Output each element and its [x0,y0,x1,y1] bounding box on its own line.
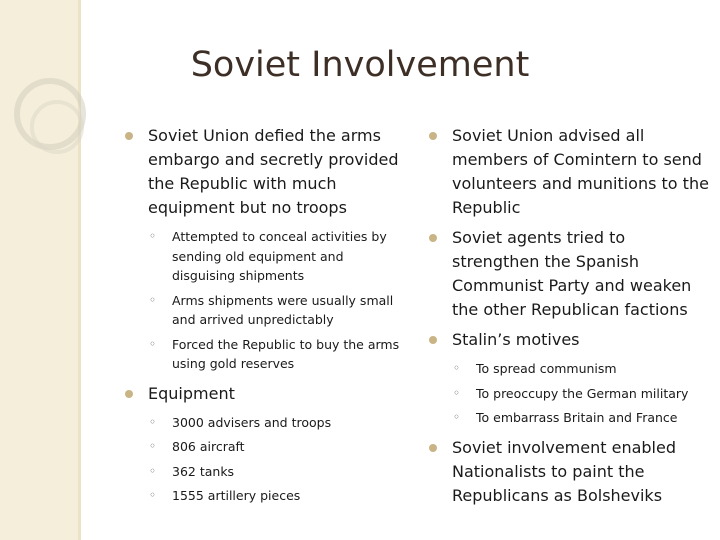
sub-bullet-list [148,227,404,374]
sub-bullet: ◦ To spread communism [452,359,716,379]
left-column [124,124,404,514]
sub-bullet: ◦ Attempted to conceal activities by sending old equipment and disguising shipments [148,227,404,286]
bullet-equipment [124,382,404,506]
bullet-soviet-agents [428,226,716,322]
sub-bullet: ◦ Forced the Republic to buy the arms using gold reserves [148,335,404,374]
sub-bullet-list [148,413,404,506]
bullet-bolsheviks [428,436,716,508]
bullet-text: Soviet involvement enabled Nationalists to paint the Republicans as Bolsheviks [452,437,676,505]
sub-bullet: ◦ To preoccupy the German military [452,384,716,404]
right-column [428,124,716,514]
sub-bullet: ◦ 806 aircraft [148,437,404,457]
sub-bullet: ◦ 1555 artillery pieces [148,486,404,506]
bullet-text: Soviet Union defied the arms embargo and secretly provided the Republic with much equipment but no troops [148,126,399,217]
decorative-ring-inner [30,100,84,154]
bullet-text: Stalin’s motives [452,330,580,349]
sub-bullet: ◦ Arms shipments were usually small and arrived unpredictably [148,291,404,330]
sub-bullet: ◦ 362 tanks [148,462,404,482]
bullet-text: Equipment [148,383,235,403]
bullet-text: Soviet Union advised all members of Comintern to send volunteers and munitions to the Republic [452,126,709,217]
slide-title: Soviet Involvement [190,45,530,85]
bullet-arms-embargo [124,124,404,374]
bullet-comintern [428,124,716,220]
sub-bullet: ◦ To embarrass Britain and France [452,408,716,428]
bullet-text: Soviet agents tried to strengthen the Spanish Communist Party and weaken the other Republican factions [452,228,692,319]
bullet-stalin-motives [428,328,716,428]
sub-bullet: ◦ 3000 advisers and troops [148,413,404,433]
sub-bullet-list [452,359,716,428]
